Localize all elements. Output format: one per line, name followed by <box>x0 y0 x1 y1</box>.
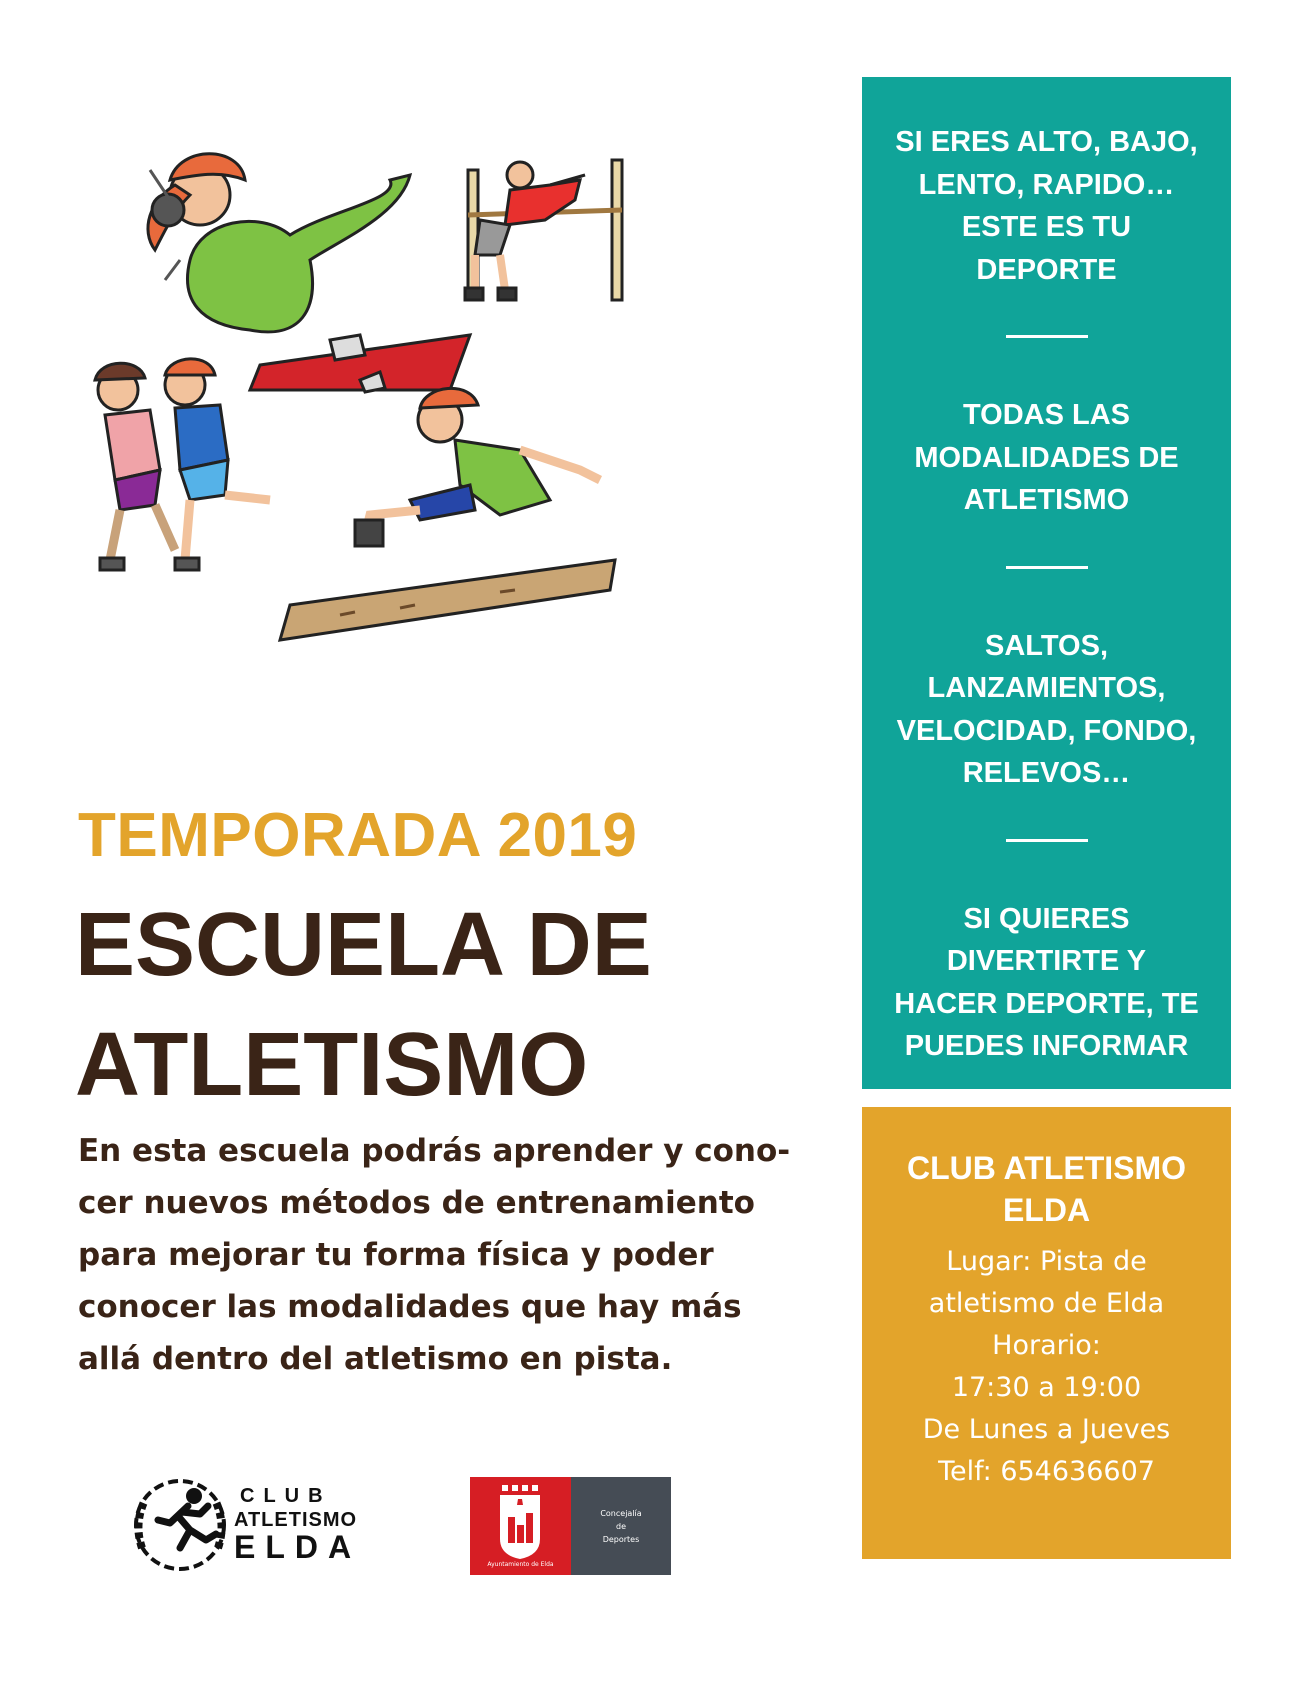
description-text: En esta escuela podrás aprender y cono- cer nuevos métodos de entrenamiento para mejorar tu forma física y poder conocer las modalidades que hay más allá dentro del atletismo en pista. <box>78 1133 791 1377</box>
council-logo-left <box>470 1477 571 1575</box>
club-name: CLUB ATLETISMO ELDA <box>906 1150 1187 1228</box>
club-logo-word: ATLETISMO <box>234 1509 358 1531</box>
council-logo-right <box>571 1477 671 1575</box>
runners-figure <box>95 359 270 570</box>
shot-putter-figure <box>148 154 410 332</box>
title-line: ESCUELA DE <box>75 895 652 995</box>
club-logo-word: ELDA <box>234 1529 362 1565</box>
panel-divider <box>1006 335 1088 338</box>
high-jumper-figure <box>465 160 622 300</box>
panel-divider <box>1006 839 1088 842</box>
panel-block-target: SI ERES ALTO, BAJO, LENTO, RAPIDO… ESTE ES TU DEPORTE <box>895 126 1198 286</box>
panel-block-invite: SI QUIERES DIVERTIRTE Y HACER DEPORTE, TE PUEDES INFORMAR <box>894 902 1199 1062</box>
club-info-box <box>862 1107 1231 1559</box>
main-title <box>75 885 652 1125</box>
council-caption: Ayuntamiento de Elda <box>487 1561 554 1568</box>
schedule-label: Horario: <box>992 1330 1101 1361</box>
schedule-days: De Lunes a Jueves <box>922 1414 1171 1445</box>
season-heading: TEMPORADA 2019 <box>78 801 638 870</box>
long-jumper-figure <box>355 388 600 546</box>
schedule-time: 17:30 a 19:00 <box>951 1372 1142 1403</box>
club-details <box>862 1241 1231 1493</box>
council-department: Concejalía de Deportes <box>600 1509 642 1544</box>
panel-divider <box>1006 566 1088 569</box>
phone-line: Telf: 654636607 <box>938 1456 1155 1487</box>
sand-pit-figure <box>280 560 615 640</box>
council-logo <box>470 1477 671 1575</box>
laurel-runner-icon <box>136 1481 224 1569</box>
club-logo <box>128 1468 368 1583</box>
location-line: atletismo de Elda <box>928 1288 1165 1319</box>
location-line: Lugar: Pista de <box>946 1246 1147 1277</box>
club-logo-word: CLUB <box>240 1485 332 1507</box>
starting-block-figure <box>250 335 470 392</box>
panel-block-disciplines: SALTOS, LANZAMIENTOS, VELOCIDAD, FONDO, RELEVOS… <box>896 629 1197 789</box>
athletics-illustration <box>80 140 700 670</box>
title-line: ATLETISMO <box>75 1015 589 1115</box>
panel-block-modalities: TODAS LAS MODALIDADES DE ATLETISMO <box>914 399 1179 516</box>
features-panel <box>862 77 1231 1089</box>
